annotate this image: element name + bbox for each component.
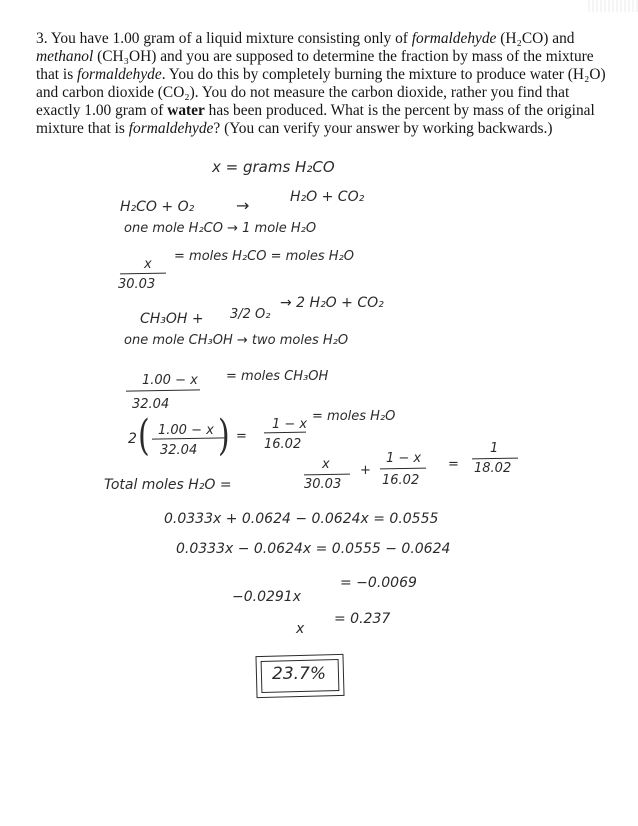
problem-text-3: and you are supposed to determine the fraction by mass of the mixture that is xyxy=(36,48,594,83)
algebra-step-3-rhs: = −0.0069 xyxy=(340,575,417,591)
frac2-numerator: 1.00 − x xyxy=(142,373,198,388)
total-f2-numerator: 1 − x xyxy=(386,451,422,466)
algebra-step-1: 0.0333x + 0.0624 − 0.0624x = 0.0555 xyxy=(164,511,439,527)
eq2-oxygen: 3/2 O₂ xyxy=(230,307,271,322)
total-f3-denominator: 18.02 xyxy=(474,461,512,476)
line3-denominator: 32.04 xyxy=(160,443,198,458)
frac1-equality: = moles H₂CO = moles H₂O xyxy=(174,249,354,264)
frac2-equality: = moles CH₃OH xyxy=(226,369,329,384)
eq1-products: H₂O + CO₂ xyxy=(290,189,365,205)
frac2-denominator: 32.04 xyxy=(132,397,170,412)
total-label: Total moles H₂O = xyxy=(104,477,232,493)
line3-tail: = moles H₂O xyxy=(312,409,396,424)
line3-numerator: 1.00 − x xyxy=(158,423,214,438)
total-equals: = xyxy=(448,457,459,472)
term-water: water xyxy=(167,102,205,119)
eq2-reactant: CH₃OH + xyxy=(140,311,204,327)
eq1-mole-ratio: one mole H₂CO → 1 mole H₂O xyxy=(124,221,317,236)
algebra-step-4-lhs: x xyxy=(296,621,305,637)
problem-text-1: You have 1.00 gram of a liquid mixture consisting only of xyxy=(50,30,412,47)
total-f3-bar xyxy=(472,458,518,460)
line3-bar xyxy=(152,437,226,439)
problem-text-2: and xyxy=(548,30,575,47)
algebra-step-4-rhs: = 0.237 xyxy=(334,611,391,627)
scan-artifact xyxy=(588,0,638,12)
eq2-products: → 2 H₂O + CO₂ xyxy=(280,295,384,311)
line3-rhs-bar xyxy=(264,432,306,434)
final-answer: 23.7% xyxy=(272,664,327,684)
frac1-bar xyxy=(120,273,166,275)
total-f2-denominator: 16.02 xyxy=(382,473,420,488)
formaldehyde-formula: (H₂CO) xyxy=(500,30,549,47)
frac1-denominator: 30.03 xyxy=(118,277,156,292)
line3-coefficient: 2 xyxy=(128,431,137,447)
eq1-reactants: H₂CO + O₂ xyxy=(120,199,195,215)
term-formaldehyde-3: formaldehyde xyxy=(128,120,214,137)
total-f1-bar xyxy=(304,474,350,476)
eq1-arrow: → xyxy=(236,196,250,215)
problem-text-4: . You do this by completely burning the mixture to produce water (H₂O) and carbon dioxide (CO₂). You do not measure the carbon dioxide, rather you find that exactly 1.00 gram of xyxy=(36,66,606,119)
algebra-step-3-lhs: −0.0291x xyxy=(232,589,302,605)
methanol-formula: (CH₃OH) xyxy=(97,48,157,65)
line3-close-paren: ) xyxy=(218,411,230,461)
frac1-numerator: x xyxy=(144,257,152,272)
problem-number: 3. xyxy=(36,30,48,47)
eq2-mole-ratio: one mole CH₃OH → two moles H₂O xyxy=(124,333,349,348)
total-plus: + xyxy=(360,463,371,478)
total-f3-numerator: 1 xyxy=(490,441,499,456)
total-f1-numerator: x xyxy=(322,457,330,472)
line3-rhs-numerator: 1 − x xyxy=(272,417,308,432)
frac2-bar xyxy=(126,389,200,391)
definition-line: x = grams H₂CO xyxy=(212,158,335,176)
term-formaldehyde: formaldehyde xyxy=(411,30,497,47)
term-methanol: methanol xyxy=(36,48,94,65)
term-formaldehyde-2: formaldehyde xyxy=(77,66,162,83)
problem-text-5: has been produced. What is the percent by mass of the original mixture that is xyxy=(36,102,595,137)
total-f2-bar xyxy=(380,468,426,470)
problem-statement xyxy=(36,30,608,138)
problem-text-6: ? (You can verify your answer by working backwards.) xyxy=(213,120,553,137)
line3-rhs-denominator: 16.02 xyxy=(264,437,302,452)
total-f1-denominator: 30.03 xyxy=(304,477,342,492)
line3-equals: = xyxy=(236,429,247,444)
algebra-step-2: 0.0333x − 0.0624x = 0.0555 − 0.0624 xyxy=(176,541,451,557)
line3-open-paren: ( xyxy=(138,411,150,461)
